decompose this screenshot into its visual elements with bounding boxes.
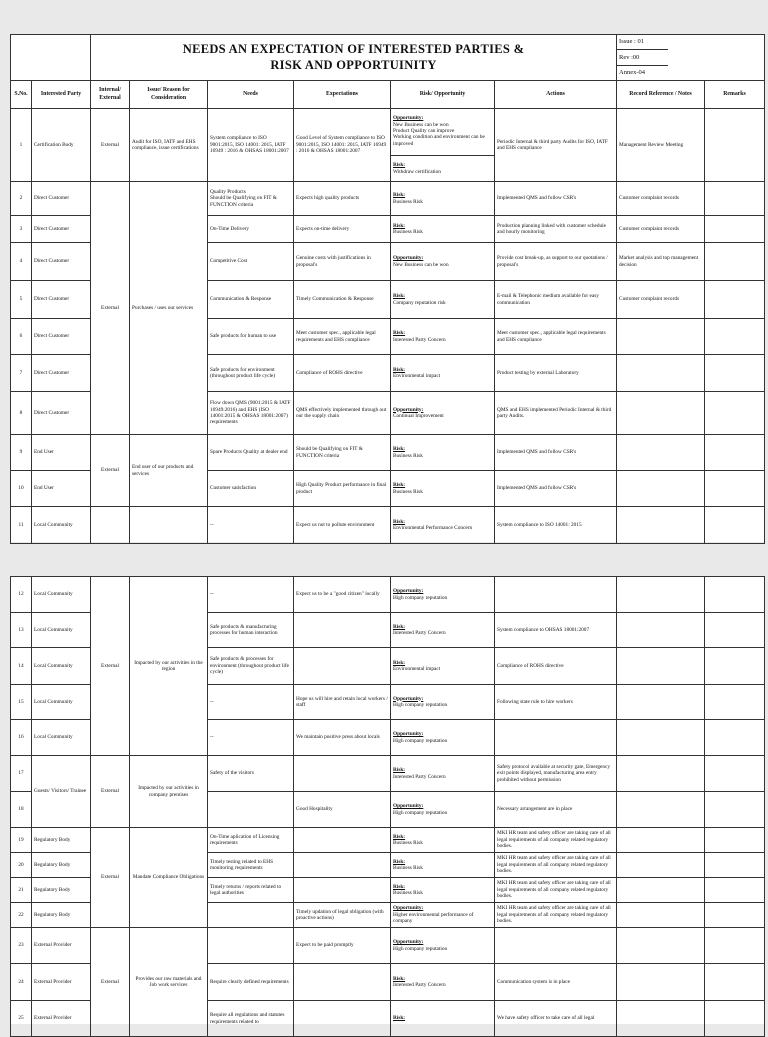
risk-table-page-2 — [10, 576, 765, 1037]
opportunity-text: New Business can be won Product Quality can improve Working condition and environment can be improved — [393, 121, 485, 147]
row-expectations: Timely Communication & Response — [294, 281, 391, 319]
row-action: Implemented QMS and follow CSR's — [495, 471, 617, 507]
ro-text: Interested Party Concern — [393, 630, 446, 636]
row-record: Management Review Meeting — [617, 109, 705, 182]
ro-label: Risk: — [393, 659, 406, 666]
ro-label: Opportunity: — [393, 905, 424, 912]
row-needs: Quality Products Should be Qualifying on FIT & FUNCTION criteria — [208, 182, 294, 216]
row-sno: 15 — [11, 685, 32, 720]
row-party: Direct Customer — [32, 281, 91, 319]
risk-label: Risk: — [393, 162, 406, 169]
row-action: MKI HR team and safety officer are taking care of all legal requirements of all company related regulatory bodies. — [495, 853, 617, 878]
row-remarks — [705, 828, 765, 853]
row-remarks — [705, 928, 765, 964]
row-needs — [208, 928, 294, 964]
row-risk-opportunity — [391, 853, 495, 878]
row-party: Regulatory Body — [32, 853, 91, 878]
ro-label: Risk: — [393, 767, 406, 774]
row-party: Regulatory Body — [32, 828, 91, 853]
row-risk-opportunity — [391, 720, 495, 756]
row-record — [617, 471, 705, 507]
row-sno: 8 — [11, 392, 32, 435]
row-record — [617, 1001, 705, 1037]
row-remarks — [705, 182, 765, 216]
ro-label: Risk: — [393, 192, 406, 199]
row-remarks — [705, 878, 765, 903]
row-risk-opportunity — [391, 878, 495, 903]
row-action: E-mail & Telephonic medium available for easy communication — [495, 281, 617, 319]
row-needs: Safe products & manufacturing processes for human interaction — [208, 613, 294, 648]
row-needs: -- — [208, 577, 294, 613]
row-action — [495, 928, 617, 964]
row-party: Direct Customer — [32, 319, 91, 355]
row-expectations: Expect us to be a "good citizen" locally — [294, 577, 391, 613]
row-issue: Provides our raw materials and Job work services — [130, 928, 208, 1037]
row-record — [617, 435, 705, 471]
ro-text: Interested Party Concern — [393, 773, 446, 780]
row-expectations: Expects high quality products — [294, 182, 391, 216]
row-needs: Competitive Cost — [208, 243, 294, 281]
row-ie — [91, 507, 130, 544]
row-action: Provide cost break-up, as support to our quotations / proposal's — [495, 243, 617, 281]
ro-label: Risk: — [393, 858, 406, 865]
opportunity-label: Opportunity: — [393, 115, 424, 122]
row-needs: On-Time aplication of Licensing requirements — [208, 828, 294, 853]
row-record: Customer complaint records — [617, 182, 705, 216]
row-sno: 17 — [11, 756, 32, 792]
table-row — [11, 435, 765, 471]
row-action: MKI HR team and safety officer are taking care of all legal requirements of all company related regulatory bodies. — [495, 903, 617, 928]
row-needs: Customer satisfaction — [208, 471, 294, 507]
ro-label: Risk: — [393, 446, 406, 453]
risk-text: Withdraw certification — [393, 168, 441, 175]
row-ie: External — [91, 756, 130, 828]
row-needs: Require all regulations and statutes requirements related to — [208, 1001, 294, 1037]
row-remarks — [705, 243, 765, 281]
ro-label: Risk: — [393, 623, 406, 630]
row-party: Local Community — [32, 507, 91, 544]
row-action: Implemented QMS and follow CSR's — [495, 435, 617, 471]
ro-label: Risk: — [393, 330, 406, 337]
row-expectations — [294, 1001, 391, 1037]
ro-text: Business Risk — [393, 840, 423, 846]
row-record — [617, 613, 705, 648]
row-needs: -- — [208, 507, 294, 544]
table-row — [11, 109, 765, 182]
row-party: Local Community — [32, 577, 91, 613]
ro-text: Business Risk — [393, 452, 423, 459]
row-risk-opportunity — [391, 392, 495, 435]
row-risk-opportunity — [391, 1001, 495, 1037]
ro-label: Risk: — [393, 366, 406, 373]
ro-text: Environmental impact — [393, 666, 441, 672]
row-needs: -- — [208, 685, 294, 720]
row-expectations: Expects on-time delivery — [294, 216, 391, 243]
row-expectations — [294, 756, 391, 792]
row-risk-opportunity — [391, 756, 495, 792]
row-action: System compliance to ISO 14001: 2015 — [495, 507, 617, 544]
col-record: Record Reference / Notes — [617, 81, 705, 109]
ro-label: Opportunity: — [393, 731, 424, 738]
row-issue: Impacted by our activities in company premises — [130, 756, 208, 828]
row-party: Local Community — [32, 648, 91, 685]
row-expectations — [294, 878, 391, 903]
ro-label: Opportunity: — [393, 803, 424, 810]
col-sno: S.No. — [11, 81, 32, 109]
ro-label: Risk: — [393, 883, 406, 890]
row-expectations: Expect us not to pollute environment — [294, 507, 391, 544]
ro-label: Risk: — [393, 833, 406, 840]
row-party: Local Community — [32, 685, 91, 720]
row-party: External Provider — [32, 1001, 91, 1037]
row-expectations: Hope us will hire and retain local workers / staff — [294, 685, 391, 720]
row-record — [617, 853, 705, 878]
row-ie: External — [91, 577, 130, 756]
ro-label: Opportunity: — [393, 406, 424, 413]
row-action: Necessary arrangement are in place — [495, 792, 617, 828]
row-action: System compliance to OHSAS 18001:2007 — [495, 613, 617, 648]
row-expectations — [294, 964, 391, 1001]
row-record: Customer complaint records — [617, 281, 705, 319]
row-record — [617, 507, 705, 544]
document-page-2 — [10, 576, 764, 1024]
row-needs: Timely testing related to EHS monitoring requirements — [208, 853, 294, 878]
row-sno: 10 — [11, 471, 32, 507]
row-issue: Purchases / uses our services — [130, 182, 208, 435]
row-record: Market analysis and top management decision — [617, 243, 705, 281]
ro-label: Risk: — [393, 293, 406, 300]
row-party: Direct Customer — [32, 182, 91, 216]
row-sno: 5 — [11, 281, 32, 319]
row-record — [617, 792, 705, 828]
row-party: Direct Customer — [32, 355, 91, 392]
row-record — [617, 577, 705, 613]
row-sno: 19 — [11, 828, 32, 853]
row-risk-opportunity — [391, 903, 495, 928]
ro-text: High company reputation — [393, 702, 448, 708]
ro-label: Risk: — [393, 518, 406, 525]
ro-text: Business Risk — [393, 488, 423, 495]
col-party: Interested Party — [32, 81, 91, 109]
ro-text: Higher environmental performance of company — [393, 911, 474, 925]
col-actions: Actions — [495, 81, 617, 109]
row-party: Direct Customer — [32, 392, 91, 435]
row-action: MKI HR team and safety officer are taking care of all legal requirements of all company related regulatory bodies. — [495, 828, 617, 853]
ro-label: Risk: — [393, 1015, 406, 1022]
row-action: Periodic Internal & third party Audits for ISO, IATF and EHS compliance — [495, 109, 617, 182]
row-risk-opportunity — [391, 243, 495, 281]
row-record — [617, 903, 705, 928]
row-issue: Impacted by our activities in the region — [130, 577, 208, 756]
row-sno: 14 — [11, 648, 32, 685]
row-record — [617, 392, 705, 435]
ro-label: Risk: — [393, 222, 406, 229]
row-remarks — [705, 613, 765, 648]
ro-text: High company reputation — [393, 594, 448, 601]
row-action: Following state rule to hire workers — [495, 685, 617, 720]
row-expectations: Meet customer spec., applicable legal requirements and EHS compliance — [294, 319, 391, 355]
row-expectations: Should be Qualifying on FIT & FUNCTION criteria — [294, 435, 391, 471]
col-needs: Needs — [208, 81, 294, 109]
row-sno: 11 — [11, 507, 32, 544]
row-party: Regulatory Body — [32, 878, 91, 903]
row-expectations: Good Hospitality — [294, 792, 391, 828]
row-action — [495, 577, 617, 613]
row-party: End User — [32, 435, 91, 471]
row-needs: Safety of the visitors — [208, 756, 294, 792]
row-remarks — [705, 685, 765, 720]
row-remarks — [705, 648, 765, 685]
row-party: Regulatory Body — [32, 903, 91, 928]
col-risk-opportunity: Risk/ Opportunity — [391, 81, 495, 109]
row-ie: External — [91, 928, 130, 1037]
row-action: Compliance of ROHS directive — [495, 648, 617, 685]
row-action — [495, 720, 617, 756]
row-sno: 22 — [11, 903, 32, 928]
row-party: Direct Customer — [32, 216, 91, 243]
ro-label: Opportunity: — [393, 695, 424, 702]
row-party: Certification Body — [32, 109, 91, 182]
row-party: External Provider — [32, 928, 91, 964]
row-expectations — [294, 613, 391, 648]
row-risk-opportunity — [391, 792, 495, 828]
row-risk-opportunity — [391, 355, 495, 392]
ro-label: Risk: — [393, 975, 406, 982]
row-record — [617, 319, 705, 355]
row-remarks — [705, 471, 765, 507]
row-action: Meet customer spec., applicable legal requirements and EHS compliance — [495, 319, 617, 355]
row-sno: 16 — [11, 720, 32, 756]
ro-text: Interested Party Concern — [393, 982, 446, 988]
ro-label: Opportunity: — [393, 588, 424, 595]
row-issue: Mandate Compliance Obligations — [130, 828, 208, 928]
row-action: Safety protocol available at security gate, Emergency exit points displayed, manufacturing area entry prohibited without permission — [495, 756, 617, 792]
row-action: We have safety officer to take care of all legal — [495, 1001, 617, 1037]
row-sno: 13 — [11, 613, 32, 648]
ro-text: Business Risk — [393, 229, 423, 235]
row-needs: Safe products for human to use — [208, 319, 294, 355]
row-record — [617, 720, 705, 756]
row-risk-opportunity — [391, 577, 495, 613]
row-party: Direct Customer — [32, 243, 91, 281]
row-expectations: Expect to be paid promptly — [294, 928, 391, 964]
row-remarks — [705, 1001, 765, 1037]
row-needs: Timely returns / reports related to legal authorities — [208, 878, 294, 903]
row-action: MKI HR team and safety officer are taking care of all legal requirements of all company related regulatory bodies. — [495, 878, 617, 903]
row-action: Product testing by external Laboratory — [495, 355, 617, 392]
row-issue: Audit for ISO, IATF and EHS compliance, issue certifications — [130, 109, 208, 182]
row-risk-opportunity — [391, 471, 495, 507]
row-expectations: Compliance of ROHS directive — [294, 355, 391, 392]
row-remarks — [705, 964, 765, 1001]
row-sno: 2 — [11, 182, 32, 216]
row-remarks — [705, 281, 765, 319]
row-action: Implemented QMS and follow CSR's — [495, 182, 617, 216]
header-blank-cell — [11, 35, 91, 81]
risk-table-page-1 — [10, 34, 765, 544]
table-row — [11, 577, 765, 613]
row-expectations: Timely updation of legal obligation (with proactive actions) — [294, 903, 391, 928]
row-expectations — [294, 853, 391, 878]
row-risk-opportunity — [391, 828, 495, 853]
row-needs: On-Time Delivery — [208, 216, 294, 243]
issue-number: Issue : 01 — [617, 35, 668, 50]
document-meta — [617, 35, 765, 81]
row-action: QMS and EHS implemented Periodic Internal & third party Audits. — [495, 392, 617, 435]
row-record — [617, 756, 705, 792]
row-sno: 12 — [11, 577, 32, 613]
document-page-1 — [10, 34, 764, 542]
row-party: Local Community — [32, 613, 91, 648]
col-remarks: Remarks — [705, 81, 765, 109]
row-sno: 3 — [11, 216, 32, 243]
row-party: Local Community — [32, 720, 91, 756]
table-row — [11, 928, 765, 964]
row-needs: Spare Products Quality at dealer end — [208, 435, 294, 471]
table-row — [11, 756, 765, 792]
row-record — [617, 828, 705, 853]
row-remarks — [705, 319, 765, 355]
column-header-row — [11, 81, 765, 109]
row-sno: 24 — [11, 964, 32, 1001]
ro-text: Environmental Performance Concern — [393, 525, 473, 531]
row-needs: -- — [208, 720, 294, 756]
title-line-2: RISK AND OPPORTUINITY — [270, 57, 437, 72]
row-risk-opportunity — [391, 613, 495, 648]
row-expectations: Genuine costs with justifications in proposal's — [294, 243, 391, 281]
row-needs — [208, 903, 294, 928]
col-internal-external: Internal/ External — [91, 81, 130, 109]
row-expectations: Good Level of System compliance to ISO 9001:2015, ISO 14001: 2015, IATF 16949 : 2016 & OHSAS 18001:2007 — [294, 109, 391, 182]
row-expectations: We maintain positive press about locals — [294, 720, 391, 756]
ro-label: Opportunity: — [393, 939, 424, 946]
ro-text: Business Risk — [393, 198, 423, 205]
table-row — [11, 507, 765, 544]
row-risk-opportunity — [391, 109, 495, 182]
row-expectations — [294, 828, 391, 853]
row-needs: Communication & Response — [208, 281, 294, 319]
row-risk-opportunity — [391, 964, 495, 1001]
row-remarks — [705, 435, 765, 471]
ro-text: High company reputation — [393, 809, 448, 816]
row-needs: Flow down QMS (9001:2015 & IATF 16949:2016) and EHS (ISO 14001:2015 & OHSAS 18001:2007) requirements — [208, 392, 294, 435]
col-expectations: Expectations — [294, 81, 391, 109]
revision-number: Rev :00 — [617, 50, 668, 65]
col-issue: Issue/ Reason for Consideration — [130, 81, 208, 109]
row-risk-opportunity — [391, 319, 495, 355]
row-sno: 18 — [11, 792, 32, 828]
row-sno: 1 — [11, 109, 32, 182]
row-remarks — [705, 216, 765, 243]
row-action: Production planning linked with customer schedule and hourly monitoring — [495, 216, 617, 243]
row-sno: 23 — [11, 928, 32, 964]
row-record — [617, 928, 705, 964]
row-risk-opportunity — [391, 928, 495, 964]
table-row — [11, 182, 765, 216]
row-action: Communication system is in place — [495, 964, 617, 1001]
row-sno: 6 — [11, 319, 32, 355]
row-sno: 4 — [11, 243, 32, 281]
row-remarks — [705, 392, 765, 435]
ro-label: Opportunity: — [393, 255, 424, 262]
row-ie: External — [91, 435, 130, 507]
row-sno: 9 — [11, 435, 32, 471]
row-remarks — [705, 792, 765, 828]
ro-text: Company reputation risk — [393, 299, 446, 306]
row-ie: External — [91, 182, 130, 435]
row-needs: System compliance to ISO 9001:2015, ISO 14001: 2015, IATF 16949 : 2016 & OHSAS 18001:2007 — [208, 109, 294, 182]
row-sno: 7 — [11, 355, 32, 392]
table-row — [11, 828, 765, 853]
row-record — [617, 964, 705, 1001]
row-issue — [130, 507, 208, 544]
row-party: External Provider — [32, 964, 91, 1001]
row-risk-opportunity — [391, 685, 495, 720]
annex-number: Annex-04 — [619, 68, 646, 76]
row-remarks — [705, 507, 765, 544]
ro-text: Environmental impact — [393, 373, 441, 379]
ro-text: Business Risk — [393, 890, 423, 896]
row-record — [617, 355, 705, 392]
row-needs: Require clearly defined requirements — [208, 964, 294, 1001]
row-risk-opportunity — [391, 216, 495, 243]
row-sno: 25 — [11, 1001, 32, 1037]
row-sno: 21 — [11, 878, 32, 903]
row-issue: End user of our products and services — [130, 435, 208, 507]
row-needs: Safe products & processes for environment (throughout product life cycle) — [208, 648, 294, 685]
row-expectations: High Quality Product performance in final product — [294, 471, 391, 507]
row-needs — [208, 792, 294, 828]
title-line-1: NEEDS AN EXPECTATION OF INTERESTED PARTIES & — [182, 41, 525, 56]
ro-label: Risk: — [393, 482, 406, 489]
row-record — [617, 648, 705, 685]
row-needs: Safe products for environment (throughout product life cycle) — [208, 355, 294, 392]
row-risk-opportunity — [391, 435, 495, 471]
row-record — [617, 685, 705, 720]
row-remarks — [705, 853, 765, 878]
row-record — [617, 878, 705, 903]
row-remarks — [705, 756, 765, 792]
row-expectations: QMS effectively implemented through out our the supply chain — [294, 392, 391, 435]
ro-text: Business Risk — [393, 865, 423, 871]
ro-text: Continual Improvement — [393, 413, 444, 419]
row-remarks — [705, 109, 765, 182]
row-expectations — [294, 648, 391, 685]
row-remarks — [705, 903, 765, 928]
row-remarks — [705, 355, 765, 392]
ro-text: High company reputation — [393, 945, 448, 952]
row-risk-opportunity — [391, 648, 495, 685]
row-remarks — [705, 577, 765, 613]
ro-text: Interested Party Concern — [393, 336, 446, 343]
row-ie: External — [91, 828, 130, 928]
row-record: Customer complaint records — [617, 216, 705, 243]
row-risk-opportunity — [391, 281, 495, 319]
ro-text: New Business can be won — [393, 261, 449, 268]
row-party: End User — [32, 471, 91, 507]
row-risk-opportunity — [391, 182, 495, 216]
row-sno: 20 — [11, 853, 32, 878]
row-remarks — [705, 720, 765, 756]
ro-text: High company reputation — [393, 737, 448, 744]
row-party: Guests/ Visitors/ Trainee — [32, 756, 91, 828]
document-title — [91, 35, 617, 81]
row-ie: External — [91, 109, 130, 182]
row-risk-opportunity — [391, 507, 495, 544]
